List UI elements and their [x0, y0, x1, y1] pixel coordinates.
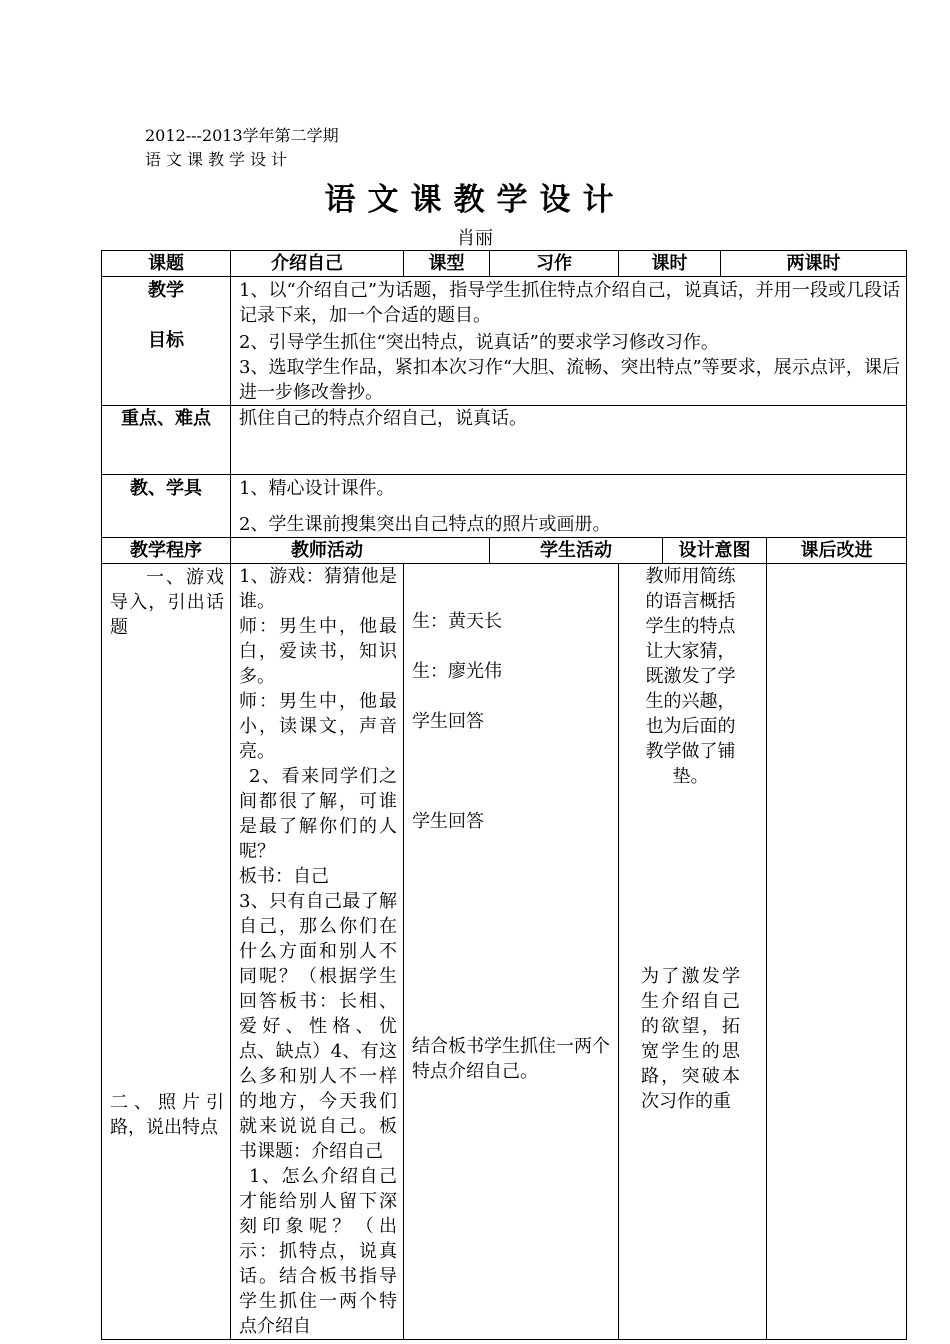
- author-name: 肖丽: [457, 228, 493, 249]
- topic-value: 介绍自己: [231, 251, 404, 277]
- type-value: 习作: [490, 251, 619, 277]
- goal-item: 1、以“介绍自己”为话题，指导学生抓住特点介绍自己，说真话，并用一段或几段话记录下来，加一个合适的题目。: [239, 280, 900, 326]
- goals-label-top: 教学: [148, 280, 184, 301]
- teacher-line: 2、看来同学们之间都很了解，可谁是最了解你们的人呢？: [239, 766, 397, 862]
- process-row: [102, 564, 907, 1340]
- col-student: 学生活动: [490, 538, 663, 564]
- goals-label-bottom: 目标: [148, 330, 184, 351]
- intent-line: 为了激发学生介绍自己的欲望，拓宽学生的思路，突破本次习作的重: [641, 966, 740, 1112]
- document-title: 语文课教学设计: [324, 182, 626, 218]
- subject-line: 语文课教学设计: [145, 150, 293, 169]
- hours-label: 课时: [619, 251, 721, 277]
- col-improve: 课后改进: [767, 538, 907, 564]
- lesson-plan-table: [101, 250, 907, 1340]
- teacher-line: 师：男生中，他最白，爱读书，知识多。: [239, 616, 397, 687]
- goal-item: 2、引导学生抓住“突出特点，说真话”的要求学习修改习作。: [239, 332, 719, 353]
- col-intent: 设计意图: [663, 538, 767, 564]
- design-intent: [619, 564, 767, 1340]
- key-points-label: 重点、难点: [102, 406, 231, 475]
- topic-label: 课题: [102, 251, 231, 277]
- tool-item: 2、学生课前搜集突出自己特点的照片或画册。: [239, 514, 611, 535]
- hours-value: 两课时: [721, 251, 907, 277]
- step-2: 二、照片引路，说出特点: [110, 1092, 224, 1138]
- col-process: 教学程序: [102, 538, 231, 564]
- teacher-line: 3、只有自己最了解自己，那么你们在什么方面和别人不同呢？（根据学生回答板书：长相、爱好、性格、优点、缺点）4、有这么多和别人不一样的地方，今天我们就来说说自己。板书课题：介绍自己: [239, 891, 397, 1162]
- goals-content: [231, 277, 907, 406]
- col-teacher: 教师活动: [231, 538, 490, 564]
- tool-item: 1、精心设计课件。: [239, 478, 395, 499]
- process-steps: [102, 564, 231, 1340]
- step-1: 一、游戏导入，引出话题: [110, 567, 224, 638]
- info-row: [102, 251, 907, 277]
- goal-item: 3、选取学生作品，紧扣本次习作“大胆、流畅、突出特点”等要求，展示点评，课后进一步修改誊抄。: [239, 357, 900, 403]
- teacher-line: 师：男生中，他最小，读课文，声音亮。: [239, 691, 397, 762]
- goals-row: [102, 277, 907, 406]
- goals-label-cell: [102, 277, 231, 406]
- student-activity: [404, 564, 619, 1340]
- intent-line: 教师用简练的语言概括学生的特点让大家猜，既激发了学生的兴趣，也为后面的教学做了铺垫。: [645, 566, 736, 787]
- student-line: 生：廖光伟: [412, 661, 502, 682]
- student-line: 学生回答: [412, 711, 484, 732]
- teacher-line: 板书：自己: [239, 866, 329, 887]
- tools-row: [102, 475, 907, 538]
- tools-content: [231, 475, 907, 538]
- key-points-value: 抓住自己的特点介绍自己，说真话。: [231, 406, 907, 475]
- student-line: 学生回答: [412, 811, 484, 832]
- teacher-activity: [231, 564, 404, 1340]
- process-header-row: [102, 538, 907, 564]
- type-label: 课型: [404, 251, 490, 277]
- student-line: 结合板书学生抓住一两个特点介绍自己。: [412, 1036, 610, 1082]
- after-class-improvement: [767, 564, 907, 1340]
- student-line: 生：黄天长: [412, 611, 502, 632]
- semester-line: 2012---2013学年第二学期: [145, 126, 339, 145]
- teacher-line: 1、游戏：猜猜他是谁。: [239, 566, 397, 612]
- key-points-row: [102, 406, 907, 475]
- teacher-line: 1、怎么介绍自己才能给别人留下深刻印象呢？（出示：抓特点，说真话。结合板书指导学生抓住一两个特点介绍自: [239, 1166, 397, 1337]
- tools-label: 教、学具: [102, 475, 231, 538]
